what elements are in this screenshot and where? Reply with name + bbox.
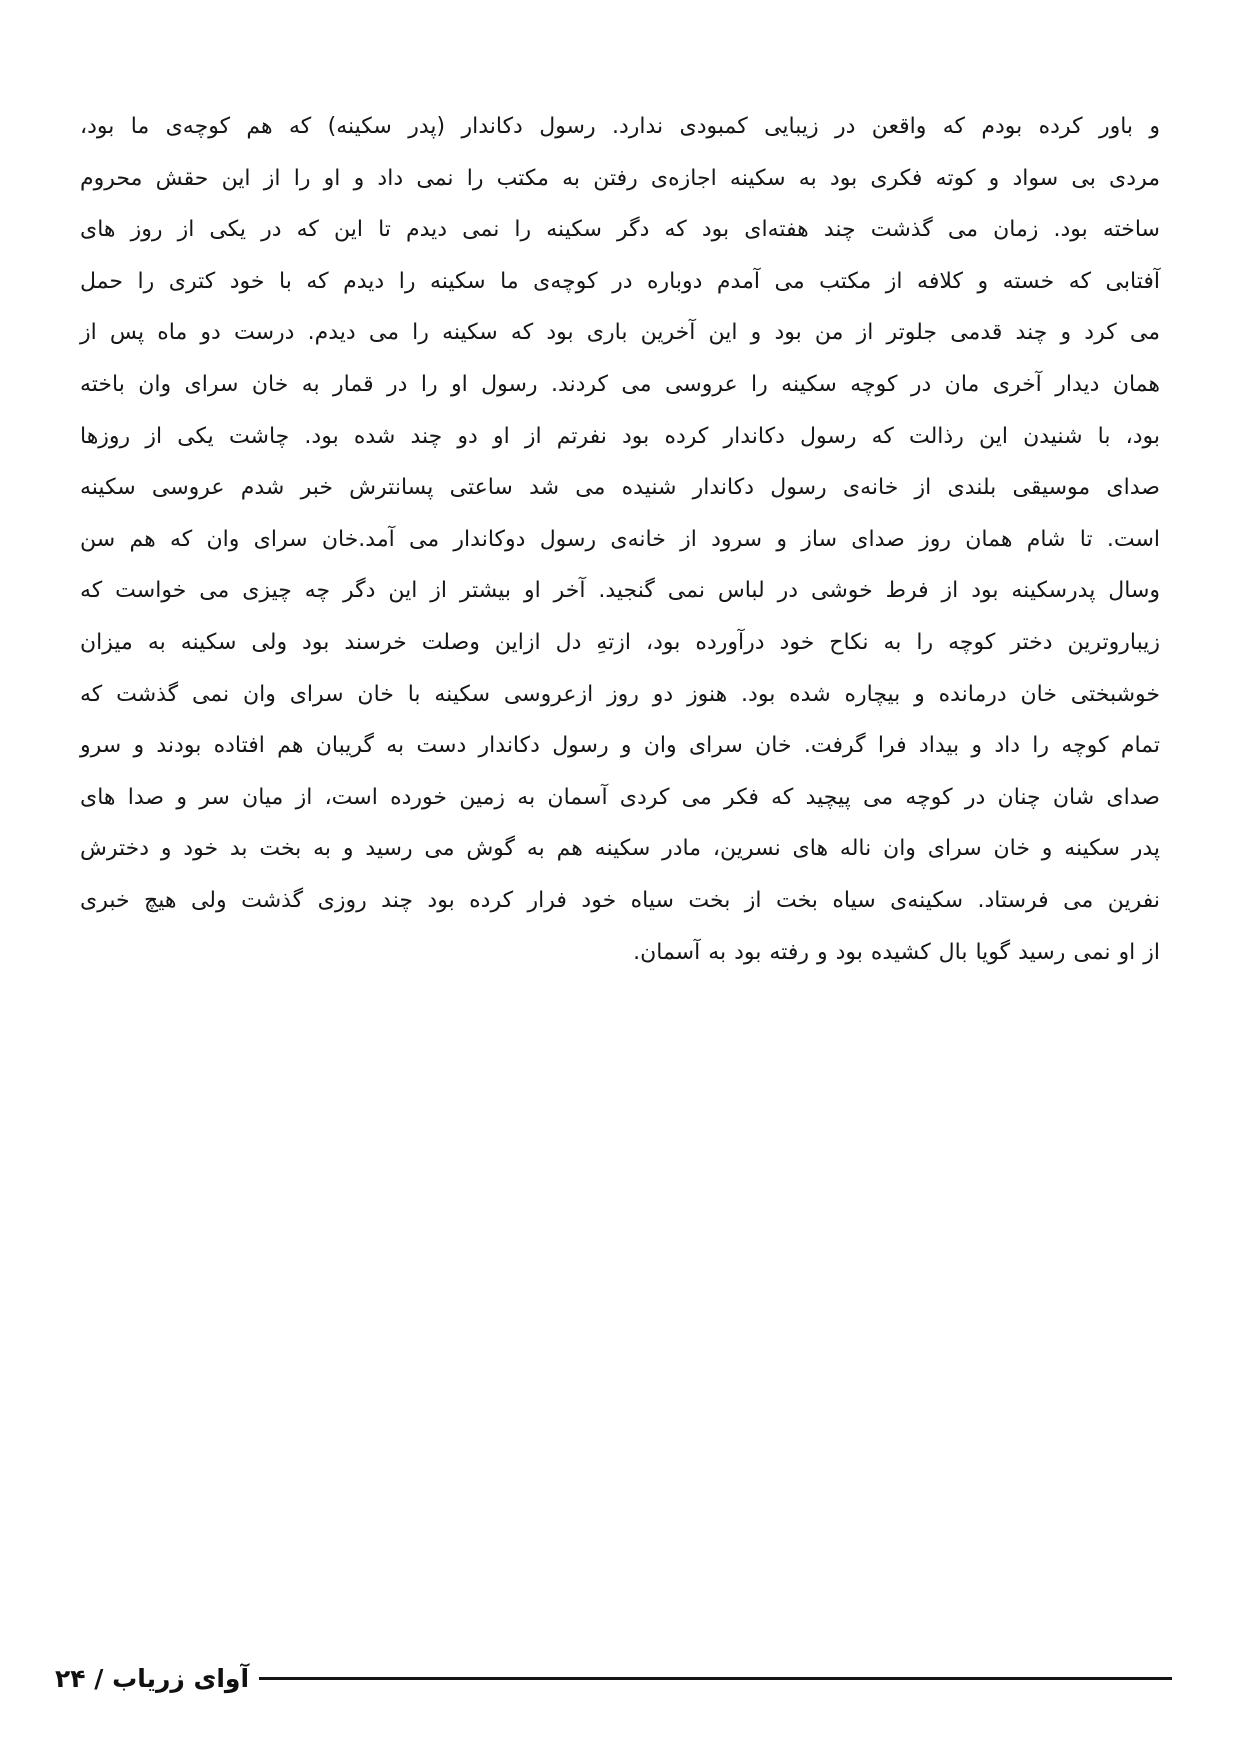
text-line: وسال پدرسکینه بود از فرط خوشی در لباس نمی گنجید. آخر او بیشتر از این دگر چه چیزی می خواست که bbox=[80, 578, 1160, 604]
text-line: از او نمی رسید گویا بال کشیده بود و رفته بود به آسمان. bbox=[633, 939, 1160, 965]
footer-page-label: آوای زریاب / ۲۴ bbox=[55, 1663, 250, 1693]
footer-rule bbox=[259, 1677, 1172, 1680]
text-line: مردی بی سواد و کوته فکری بود به سکینه اجازه‌ی رفتن به مکتب را نمی داد و او را از این حقش محروم bbox=[80, 165, 1160, 191]
text-line: صدای موسیقی بلندی از خانه‌ی رسول دکاندار شنیده می شد ساعتی پسانترش خبر شدم عروسی سکینه bbox=[80, 475, 1160, 501]
text-line: می کرد و چند قدمی جلوتر از من بود و این آخرین باری بود که سکینه را می دیدم. درست دو ماه پس از bbox=[80, 320, 1160, 346]
text-line: تمام کوچه را داد و بیداد فرا گرفت. خان سرای وان و رسول دکاندار دست به گریبان هم افتاده بودند و سرو bbox=[80, 733, 1160, 759]
text-line: پدر سکینه و خان سرای وان ناله های نسرین، مادر سکینه هم به گوش می رسید و به بخت بد خود و دخترش bbox=[80, 836, 1160, 862]
text-line: خوشبختی خان درمانده و بیچاره شده بود. هنوز دو روز ازعروسی سکینه با خان سرای وان نمی گذشت که bbox=[80, 681, 1160, 707]
text-line: بود، با شنیدن این رذالت که رسول دکاندار کرده بود نفرتم از او دو چند شده بود. چاشت یکی از روزها bbox=[80, 423, 1160, 449]
text-line: است. تا شام همان روز صدای ساز و سرود از خانه‌ی رسول دوکاندار می آمد.خان سرای وان که هم سن bbox=[80, 526, 1160, 552]
body-text bbox=[80, 101, 1160, 978]
text-line: صدای شان چنان در کوچه می پیچید که فکر می کردی آسمان به زمین خورده است، از میان سر و صدا های bbox=[80, 784, 1160, 810]
text-line: همان دیدار آخری مان در کوچه سکینه را عروسی می کردند. رسول او را در قمار به خان سرای وان باخته bbox=[80, 371, 1160, 397]
text-line: زیباروترین دختر کوچه را به نکاح خود درآورده بود، ازتهِ دل ازاین وصلت خرسند بود ولی سکینه به میزان bbox=[80, 629, 1160, 655]
text-line: و باور کرده بودم که واقعن در زیبایی کمبودی ندارد. رسول دکاندار (پدر سکینه) که هم کوچه‌ی ما بود، bbox=[80, 114, 1160, 139]
text-line: آفتابی که خسته و کلافه از مکتب می آمدم دوباره در کوچه‌ی ما سکینه را دیدم که با خود کتری را حمل bbox=[80, 268, 1160, 294]
page-footer bbox=[55, 1655, 1172, 1701]
text-line: ساخته بود. زمان می گذشت چند هفته‌ای بود که دگر سکینه را نمی دیدم تا این که در یکی از روز های bbox=[80, 217, 1160, 243]
text-line: نفرین می فرستاد. سکینه‌ی سیاه بخت از بخت سیاه خود فرار کرده بود چند روزی گذشت ولی هیچ خبری bbox=[80, 887, 1160, 913]
